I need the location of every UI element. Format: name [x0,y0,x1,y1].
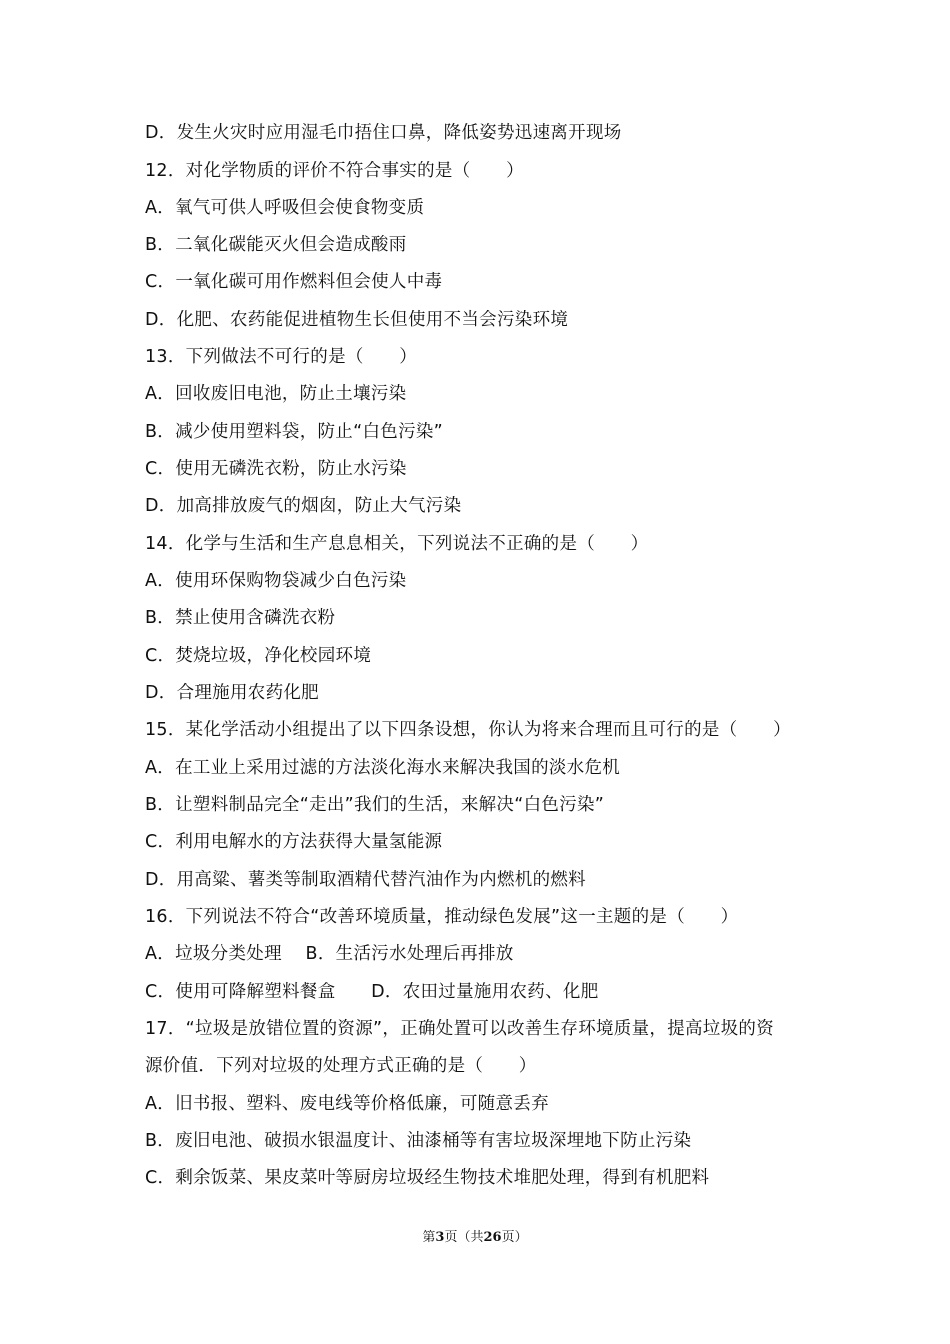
question-15-stem: 15．某化学活动小组提出了以下四条设想，你认为将来合理而且可行的是（ ） [145,720,791,740]
footer-page-number: 3 [435,1230,445,1245]
footer-suffix: 页） [501,1230,528,1245]
footer-middle: 页（共 [444,1230,484,1245]
question-13-option-d: D．加高排放废气的烟囱，防止大气污染 [145,496,462,516]
question-13-option-a: A．回收废旧电池，防止土壤污染 [145,384,407,404]
page-footer [0,1226,950,1245]
question-17-option-a: A．旧书报、塑料、废电线等价格低廉，可随意丢弃 [145,1094,549,1114]
question-13-option-c: C．使用无磷洗衣粉，防止水污染 [145,459,407,479]
question-11-option-d: D．发生火灾时应用湿毛巾捂住口鼻，降低姿势迅速离开现场 [145,123,622,143]
question-16-options-cd: C．使用可降解塑料餐盒 D．农田过量施用农药、化肥 [145,982,599,1002]
question-15-option-d: D．用高粱、薯类等制取酒精代替汽油作为内燃机的燃料 [145,870,586,890]
question-14-option-d: D．合理施用农药化肥 [145,683,319,703]
question-13-stem: 13．下列做法不可行的是（ ） [145,347,418,367]
question-17-option-b: B．废旧电池、破损水银温度计、油漆桶等有害垃圾深埋地下防止污染 [145,1131,692,1151]
question-14-option-c: C．焚烧垃圾，净化校园环境 [145,646,372,666]
question-12-option-b: B．二氧化碳能灭火但会造成酸雨 [145,235,407,255]
question-14-stem: 14．化学与生活和生产息息相关，下列说法不正确的是（ ） [145,534,649,554]
question-16-options-ab: A．垃圾分类处理 B．生活污水处理后再排放 [145,944,514,964]
question-12-option-d: D．化肥、农药能促进植物生长但使用不当会污染环境 [145,310,569,330]
question-16-stem: 16．下列说法不符合“改善环境质量，推动绿色发展”这一主题的是（ ） [145,907,739,927]
question-17-stem-line-1: 17．“垃圾是放错位置的资源”，正确处置可以改善生存环境质量，提高垃圾的资 [145,1019,774,1039]
question-12-option-c: C．一氧化碳可用作燃料但会使人中毒 [145,272,443,292]
question-17-stem-line-2: 源价值．下列对垃圾的处理方式正确的是（ ） [145,1056,537,1076]
question-15-option-c: C．利用电解水的方法获得大量氢能源 [145,832,443,852]
question-12-option-a: A．氧气可供人呼吸但会使食物变质 [145,198,425,218]
question-17-option-c: C．剩余饭菜、果皮菜叶等厨房垃圾经生物技术堆肥处理，得到有机肥料 [145,1168,710,1188]
footer-prefix: 第 [422,1230,436,1245]
question-14-option-b: B．禁止使用含磷洗衣粉 [145,608,336,628]
question-15-option-b: B．让塑料制品完全“走出”我们的生活，来解决“白色污染” [145,795,605,815]
question-13-option-b: B．减少使用塑料袋，防止“白色污染” [145,422,444,442]
question-15-option-a: A．在工业上采用过滤的方法淡化海水来解决我国的淡水危机 [145,758,621,778]
question-14-option-a: A．使用环保购物袋减少白色污染 [145,571,407,591]
footer-total-pages: 26 [483,1230,502,1245]
question-12-stem: 12．对化学物质的评价不符合事实的是（ ） [145,161,524,181]
